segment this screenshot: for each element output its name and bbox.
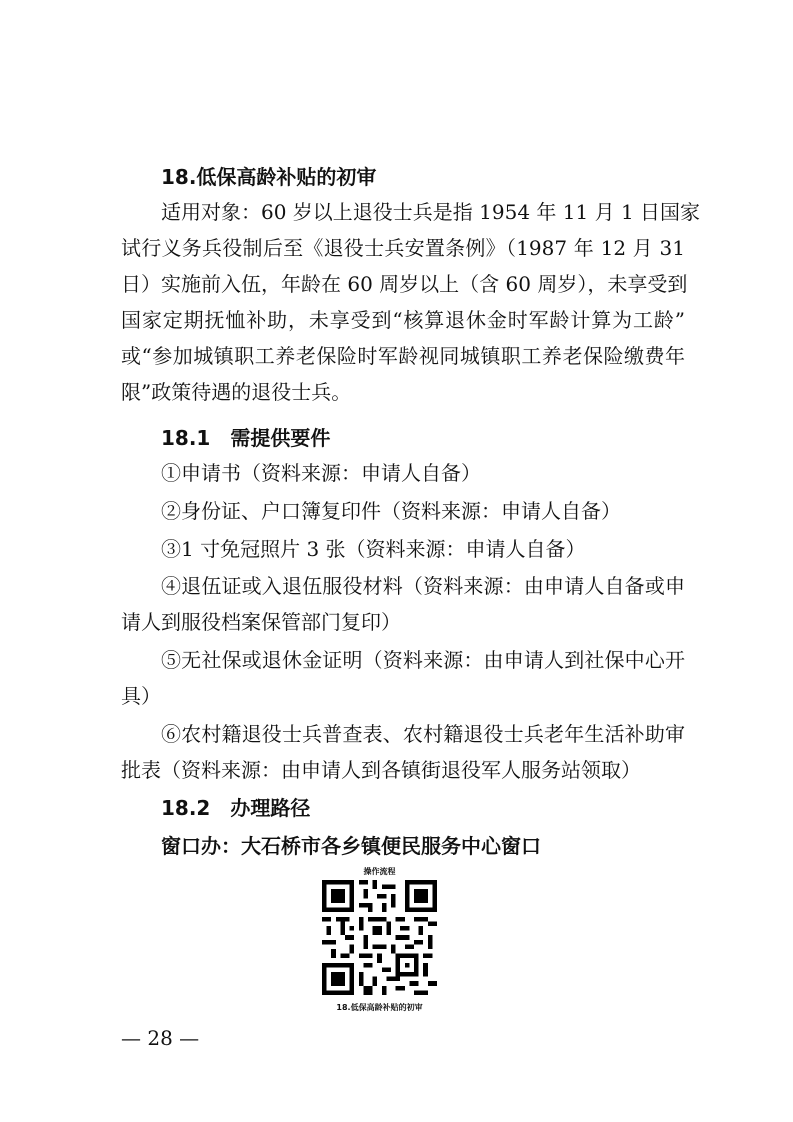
qr-bottom-caption: 18.低保高龄补贴的初审 [336,1003,423,1012]
paragraph-line-4: 国家定期抚恤补助，未享受到“核算退休金时军龄计算为工龄” [121,308,685,332]
subsection-heading-requirements: 18.1 需提供要件 [161,426,331,450]
paragraph-line-2: 试行义务兵役制后至《退役士兵安置条例》（1987 年 12 月 31 [121,236,685,260]
requirement-item-3: ③1 寸免冠照片 3 张（资料来源：申请人自备） [161,537,586,561]
requirement-item-5-line-2: 具） [121,684,161,708]
qr-top-caption: 操作流程 [363,867,396,876]
paragraph-line-6: 限”政策待遇的退役士兵。 [121,380,352,404]
requirement-item-4-line-1: ④退伍证或入退伍服役材料（资料来源：由申请人自备或申 [161,574,685,598]
requirement-item-2: ②身份证、户口簿复印件（资料来源：申请人自备） [161,499,621,523]
requirement-item-4-line-2: 请人到服役档案保管部门复印） [121,610,401,634]
section-title: 18.低保高龄补贴的初审 [161,165,377,189]
paragraph-line-5: 或“参加城镇职工养老保险时军龄视同城镇职工养老保险缴费年 [121,344,685,368]
paragraph-line-3: 日）实施前入伍，年龄在 60 周岁以上（含 60 周岁），未享受到 [121,272,688,296]
qr-code-icon[interactable] [322,880,437,995]
window-service-line: 窗口办：大石桥市各乡镇便民服务中心窗口 [161,834,541,858]
page-number: — 28 — [121,1026,200,1050]
requirement-item-1: ①申请书（资料来源：申请人自备） [161,461,481,485]
requirement-item-6-line-1: ⑥农村籍退役士兵普查表、农村籍退役士兵老年生活补助审 [161,722,685,746]
paragraph-line-1: 适用对象：60 岁以上退役士兵是指 1954 年 11 月 1 日国家 [161,200,701,224]
requirement-item-5-line-1: ⑤无社保或退休金证明（资料来源：由申请人到社保中心开 [161,648,685,672]
subsection-heading-route: 18.2 办理路径 [161,796,311,820]
requirement-item-6-line-2: 批表（资料来源：由申请人到各镇街退役军人服务站领取） [121,758,641,782]
